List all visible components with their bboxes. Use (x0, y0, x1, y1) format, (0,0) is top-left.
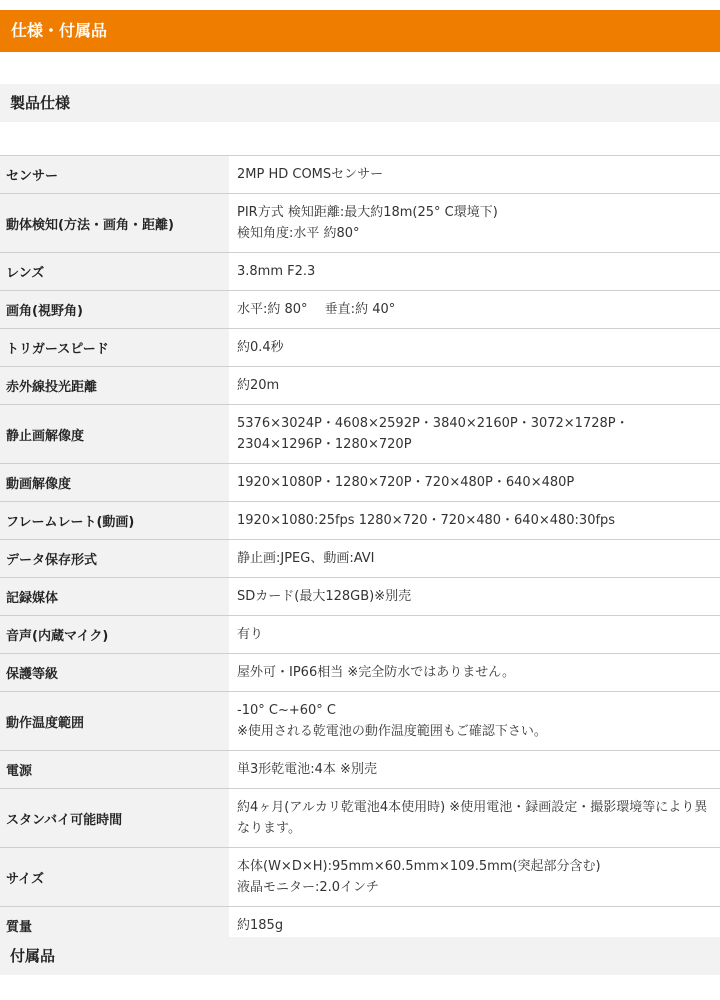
spec-label: 保護等級 (0, 654, 229, 692)
spec-row (0, 405, 720, 464)
spec-value (229, 253, 720, 291)
spec-row (0, 654, 720, 692)
spec-value-line: -10° C~+60° C (237, 703, 336, 718)
spec-value-line: PIR方式 検知距離:最大約18m(25° C環境下) (237, 205, 498, 220)
spec-value-line: 2304×1296P・1280×720P (237, 437, 412, 452)
spec-table-body (0, 156, 720, 945)
spec-row (0, 502, 720, 540)
spec-label: センサー (0, 156, 229, 194)
spec-value (229, 329, 720, 367)
spec-value (229, 156, 720, 194)
spec-row (0, 367, 720, 405)
spec-label: 動画解像度 (0, 464, 229, 502)
spec-label: スタンバイ可能時間 (0, 789, 229, 848)
spec-value-line: ※使用される乾電池の動作温度範囲もご確認下さい。 (237, 724, 547, 739)
spec-value-line: 5376×3024P・4608×2592P・3840×2160P・3072×1728P・ (237, 416, 629, 431)
spec-label: トリガースピード (0, 329, 229, 367)
spec-value-line: 約0.4秒 (237, 340, 284, 355)
spec-value (229, 464, 720, 502)
spec-value-line: 約4ヶ月(アルカリ乾電池4本使用時) ※使用電池・録画設定・撮影環境等により異なります。 (237, 800, 708, 836)
spec-row (0, 616, 720, 654)
spec-value-line: 液晶モニター:2.0インチ (237, 880, 380, 895)
spec-value (229, 405, 720, 464)
spec-value (229, 789, 720, 848)
spec-value-line: 3.8mm F2.3 (237, 264, 316, 279)
spec-value (229, 751, 720, 789)
spec-value-line: 静止画:JPEG、動画:AVI (237, 551, 375, 566)
spec-row (0, 464, 720, 502)
spec-row (0, 692, 720, 751)
spec-value (229, 194, 720, 253)
spec-row (0, 540, 720, 578)
spec-value-line: 有り (237, 627, 264, 642)
spec-label: 動作温度範囲 (0, 692, 229, 751)
spec-row (0, 751, 720, 789)
spec-value-line: 水平:約 80° 垂直:約 40° (237, 302, 396, 317)
spec-value-line: 屋外可・IP66相当 ※完全防水ではありません。 (237, 665, 516, 680)
spec-table (0, 155, 720, 945)
spec-label: 静止画解像度 (0, 405, 229, 464)
spec-row (0, 253, 720, 291)
spec-label: 記録媒体 (0, 578, 229, 616)
spec-value (229, 654, 720, 692)
spec-value-line: 検知角度:水平 約80° (237, 226, 360, 241)
accessories-section-heading: 付属品 (0, 937, 720, 975)
spec-label: 電源 (0, 751, 229, 789)
spec-value-line: 単3形乾電池:4本 ※別売 (237, 762, 377, 777)
spec-value (229, 848, 720, 907)
spec-row (0, 848, 720, 907)
spec-label: 動体検知(方法・画角・距離) (0, 194, 229, 253)
spec-row (0, 291, 720, 329)
spec-value (229, 616, 720, 654)
spec-value-line: 2MP HD COMSセンサー (237, 167, 384, 182)
spec-value-line: SDカード(最大128GB)※別売 (237, 589, 412, 604)
spec-row (0, 789, 720, 848)
spec-label: データ保存形式 (0, 540, 229, 578)
spec-label: 画角(視野角) (0, 291, 229, 329)
spec-value-line: 約20m (237, 378, 280, 393)
spec-row (0, 194, 720, 253)
spec-value (229, 502, 720, 540)
spec-value-line: 約185g (237, 918, 284, 933)
spec-value (229, 367, 720, 405)
spec-row (0, 329, 720, 367)
spec-value (229, 578, 720, 616)
spec-value (229, 291, 720, 329)
spec-section-heading: 製品仕様 (0, 84, 720, 122)
spec-value (229, 692, 720, 751)
spec-label: 赤外線投光距離 (0, 367, 229, 405)
spec-label: 音声(内蔵マイク) (0, 616, 229, 654)
spec-label: 質量 (0, 907, 229, 945)
spec-row (0, 578, 720, 616)
spec-value-line: 1920×1080P・1280×720P・720×480P・640×480P (237, 475, 575, 490)
spec-value-line: 本体(W×D×H):95mm×60.5mm×109.5mm(突起部分含む) (237, 859, 601, 874)
spec-label: フレームレート(動画) (0, 502, 229, 540)
spec-value-line: 1920×1080:25fps 1280×720・720×480・640×480:30fps (237, 513, 616, 528)
page-title: 仕様・付属品 (0, 10, 720, 52)
spec-row (0, 156, 720, 194)
spec-value (229, 540, 720, 578)
spec-label: サイズ (0, 848, 229, 907)
spec-label: レンズ (0, 253, 229, 291)
